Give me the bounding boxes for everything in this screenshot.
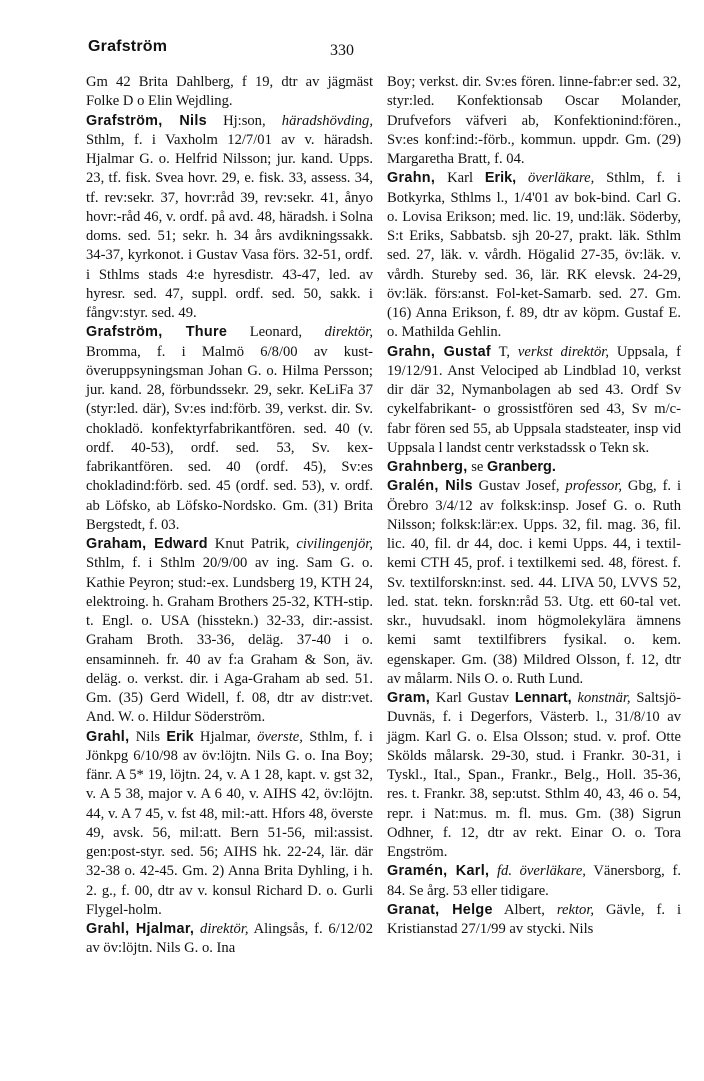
entry-text: Saltsjö-Duvnäs, f. i Degerfors, Västerb. l., 31/8/10 av jägm. Karl G. o. Elsa Olsson; stud. v. prof. Otte Skölds målarsk. 29-30, stud. i Frankr. 30-31, i Tyskl., Ital., Span., Frankr., Belg., Holl. 35-36, res. t. Frankr. 38, sep:utst. Sthlm 40, 43, 46 o. 54, repr. i Nat:mus. m. fl. mus. Gm. (38) Sigrun Odhner, f. 12, dtr av rekt. Einar O. o. Tora Engström. xyxy=(387,690,681,860)
entry-cross-reference: se xyxy=(471,459,484,475)
entry-headword: Graham, Edward xyxy=(86,536,208,552)
entry-given-name: Karl xyxy=(447,170,473,187)
entry-gralen-nils xyxy=(387,477,681,689)
entry-text: Uppsala, f 19/12/91. Anst Velociped ab Lindblad 10, verkst dir där 32, Nymanbolagen ab sed 43. Ordf Sv cykelfabrikant- o grossistfören sed 43, Sv m/c-fabr fören sed 55, ab Uppsala stadsteater, insp vid Uppsala l landst centr verkstadssk o Tekn sk. xyxy=(387,343,681,456)
entry-text: Gbg, f. i Örebro 3/4/12 av folksk:insp. Josef G. o. Ruth Nilsson; folksk:lär:ex. Upps. 32, fil. mag. 36, fil. lic. 40, fil. dr 44, doc. i kemi Upps. 44, i textil-kemi CTH 45, prof. i textilkemi sed. 48, förest. f. Sv. textilforskn:inst. sed. 44. LIVA 50, LVVS 52, led. stat. tekn. forskn:råd 53. Utg. ett 60-tal vet. skr., huvudsakl. inom högmolekylära ämnens kemi samt textilfibrers fysikal. o. kem. egenskaper. Gm. (38) Mildred Olsson, f. 12, dtr av målarm. Nils O. o. Ruth Lund. xyxy=(387,478,681,687)
entry-given-name-after: Hjalmar, xyxy=(199,728,251,745)
entry-grahnberg xyxy=(387,458,681,477)
entry-continuation xyxy=(387,73,681,169)
entry-headword: Granat, Helge xyxy=(387,901,493,918)
entry-grahl-hjalmar xyxy=(86,920,373,959)
entry-occupation: överläkare, xyxy=(527,170,595,187)
entry-given-name: Nils xyxy=(135,728,161,745)
entry-headword: Gram, xyxy=(387,690,431,706)
left-column xyxy=(86,73,373,959)
entry-text: Gm 42 Brita Dahlberg, f 19, dtr av jägmäst Folke D o Elin Wejdling. xyxy=(86,74,373,110)
running-head: Grafström xyxy=(88,38,168,55)
entry-text: Boy; verkst. dir. Sv:es fören. linne-fabr:er sed. 32, styr:led. Konfektionsab Oscar Molander, Drufvefors väfveri ab, Konfektionind:fören., Sv:es konf:ind:-förb., kommun. uppdr. Gm. (29) Margaretha Bratt, f. 04. xyxy=(387,74,681,167)
entry-occupation: överste, xyxy=(257,728,303,745)
entry-occupation: verkst direktör, xyxy=(517,343,610,360)
entry-occupation: civilingenjör, xyxy=(296,536,373,552)
entry-occupation: rektor, xyxy=(556,901,595,918)
entry-text: Vänersborg, f. 84. Se årg. 53 eller tidigare. xyxy=(387,863,681,899)
entry-headword: Grafström, Thure xyxy=(86,324,228,341)
entry-given-name: T, xyxy=(498,343,511,360)
entry-first-name-bold: Lennart, xyxy=(514,690,572,706)
entry-given-name: Knut Patrik, xyxy=(214,536,290,552)
entry-occupation: fd. överläkare, xyxy=(496,863,586,880)
entry-text: Sthlm, f. i Vaxholm 12/7/01 av v. häradsh. Hjalmar G. o. Helfrid Nilsson; jur. kand. Upps. 23, tf. fisk. Svea hovr. 29, e. fisk. 33, assess. 34, tf. rev:sekr. 37, hovr:råd 39, rev:sekr. 41, ånyo hovr:-råd 46, v. ordf. på avd. 48, häradsh. i Solna doms. sed. 51; sekr. h. 34 års avdikningssakk. 34-37, kyrkonot. i Gustav Vasa förs. 32-51, ordf. i Sthlms stads 4:e hyresdistr. 43-47, led. av hyresr. sed. 47, suppl. ordf. sed. 50, sakk. i fångv:styr. sed. 49. xyxy=(86,131,373,321)
entry-headword: Grahn, xyxy=(387,170,436,187)
entry-occupation: konstnär, xyxy=(577,690,631,706)
entry-graham-edward xyxy=(86,535,373,728)
entry-given-name: Gustav Josef, xyxy=(478,478,560,495)
entry-headword: Grahl, xyxy=(86,728,130,745)
entry-occupation: häradshövding, xyxy=(281,112,373,129)
entry-cross-reference-target: Granberg. xyxy=(487,459,556,475)
entry-granat-helge xyxy=(387,901,681,940)
entry-grahl-nils-erik xyxy=(86,728,373,921)
entry-headword: Gramén, Karl, xyxy=(387,863,490,880)
entry-headword: Grahl, Hjalmar, xyxy=(86,921,195,937)
entry-grahn-gustaf xyxy=(387,343,681,459)
entry-text: Gävle, f. i Kristianstad 27/1/99 av stycki. Nils xyxy=(387,901,681,937)
entry-text: Sthlm, f. i Jönkpg 6/10/98 av öv:löjtn. Nils G. o. Ina Boy; fänr. A 5* 19, löjtn. 24, v. A 1 28, kapt. v. gst 32, v. A 5 38, major v. A 6 40, v. AIHS 42, öv:löjtn. 44, v. A 7 45, v. fst 48, mil:-att. Hfors 48, överste 49, avsk. 56, mil:att. Bern 51-56, mil:assist. gen:post-styr. sed. 56; AIHS hk. 22-24, lär. där 32-38 o. 42-45. Gm. 2) Anna Brita Dyhling, i h. 2. g., f. 00, dtr av v. konsul Richard D. o. Gurli Flygel-holm. xyxy=(86,728,373,918)
entry-given-name: Leonard, xyxy=(249,324,302,341)
entry-first-name-bold: Erik xyxy=(166,728,194,745)
entry-grafstrom-thure xyxy=(86,323,373,535)
entry-text: Bromma, f. i Malmö 6/8/00 av kust-överuppsyningsman Johan G. o. Hilma Persson; jur. kand. 28, förbundssekr. 29, sekr. KeLiFa 37 (styr:led. där), Sv:es ind:förb. 39, verkst. dir. Sv. chokladö. konfektyrfabrikantfören. sed. 40 (v. ordf. 40-53), ordf. sed. 53, Sv. kex-fabrikantfören. sed. 40 (ordf. 45), Sv:es chokladind:förb. sed. 45 (ordf. sed. 53), v. ordf. ab Löfsko, ab Löfsko-Nordsko. Gm. (31) Brita Bergstedt, f. 03. xyxy=(86,343,373,533)
entry-text: Sthlm, f. i Botkyrka, Sthlms l., 1/4'01 av bok-bind. Carl G. o. Lovisa Erikson; med. lic. 19, und:läk. Söderby, S:t Eriks, Sabbatsb. sjh 20-27, prakt. läk. Sthlm sed. 27, läk. v. vårdh. Högalid 27-35, öv:läk. v. vårdh. Stureby sed. 36, lär. RK elevsk. 24-29, öv:läk. förs:anst. Fol-ket-Samarb. sed. 27. Gm. (16) Anna Erikson, f. 89, dtr av köpm. Gustaf E. o. Mathilda Gehlin. xyxy=(387,170,681,341)
entry-gram-lennart xyxy=(387,689,681,862)
entry-first-name-bold: Erik, xyxy=(484,170,517,187)
entry-headword: Grahn, Gustaf xyxy=(387,343,492,360)
entry-grafstrom-nils xyxy=(86,112,373,324)
entry-given-name: Hj:son, xyxy=(223,112,266,129)
entry-headword: Gralén, Nils xyxy=(387,478,473,495)
entry-gramen-karl xyxy=(387,862,681,901)
entry-headword: Grahnberg, xyxy=(387,459,468,475)
right-column xyxy=(387,73,681,939)
entry-occupation: direktör, xyxy=(200,921,249,937)
entry-occupation: professor, xyxy=(565,478,623,495)
entry-grahn-karl-erik xyxy=(387,169,681,342)
entry-occupation: direktör, xyxy=(324,324,373,341)
entry-given-name: Albert, xyxy=(503,901,545,918)
entry-continuation xyxy=(86,73,373,112)
entry-text: Alingsås, f. 6/12/02 av öv:löjtn. Nils G. o. Ina xyxy=(86,921,373,957)
page-number: 330 xyxy=(330,42,354,59)
entry-given-name: Karl Gustav xyxy=(435,690,510,706)
entry-headword: Grafström, Nils xyxy=(86,112,207,129)
entry-text: Sthlm, f. i Sthlm 20/9/00 av ing. Sam G. o. Kathie Peyron; stud:-ex. Lundsberg 19, KTH 24, elektroing. h. Graham Brothers 25-32, KTH-stip. t. Engl. o. USA (hisstekn.) 32-33, dir:-assist. Graham Broth. 33-36, deläg. 37-40 i o. ensaminneh. fr. 40 av f:a Graham & Son, äv. deläg. o. verkst. dir. i Aga-Graham ab sed. 51. Gm. (35) Gerd Widell, f. 08, dtr av distr:vet. And. W. o. Hildur Söderström. xyxy=(86,555,373,726)
